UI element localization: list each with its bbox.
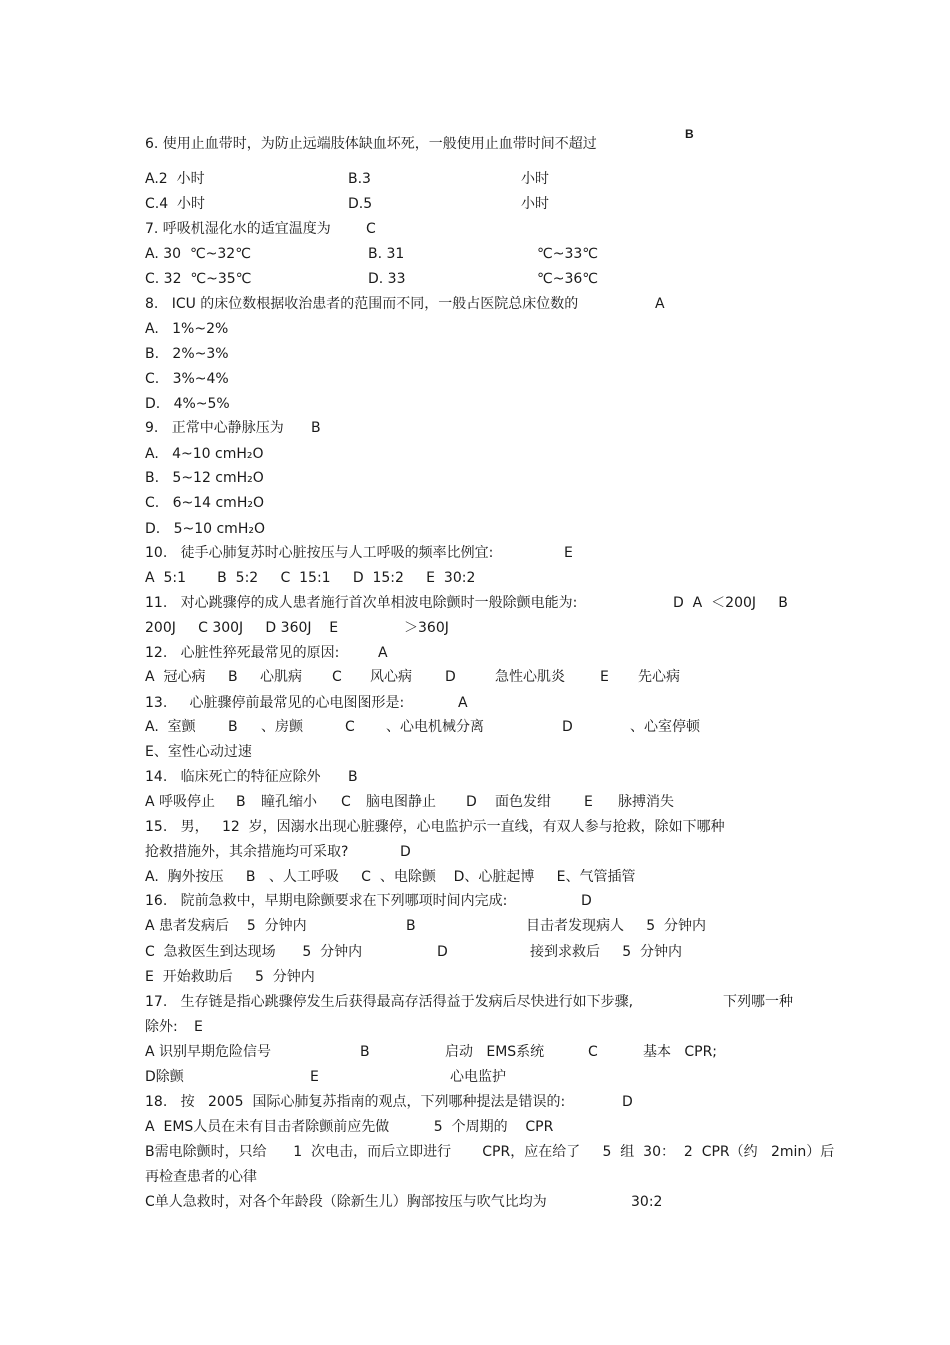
- q9-option-d: D. 5~10 cmH₂O: [145, 521, 265, 537]
- q6-option-d: D.5: [348, 196, 373, 212]
- q12-option-c-text: 风心病: [370, 669, 412, 685]
- q12-option-d-text: 急性心肌炎: [495, 669, 565, 685]
- q13-stem: 13. 心脏骤停前最常见的心电图图形是:: [145, 695, 405, 711]
- q13-option-a: A. 室颤: [145, 719, 196, 735]
- q12-option-d-letter: D: [445, 669, 456, 685]
- q18-option-c-ratio: 30:2: [631, 1194, 663, 1210]
- q8-option-d: D. 4%~5%: [145, 396, 230, 412]
- q12-answer: A: [378, 645, 388, 661]
- q9-answer: B: [311, 420, 321, 436]
- q12-option-e-letter: E: [600, 669, 609, 685]
- q17-option-b-letter: B: [360, 1044, 370, 1060]
- q14-option-e-letter: E: [584, 794, 593, 810]
- q14-option-d-letter: D: [466, 794, 477, 810]
- q13-option-c-letter: C: [345, 719, 355, 735]
- q17-answer: E: [194, 1019, 203, 1035]
- q11-options-right: D A ＜200J B: [673, 595, 788, 611]
- q8-option-a: A. 1%~2%: [145, 321, 229, 337]
- q18-option-b-line2: 再检查患者的心律: [145, 1169, 257, 1185]
- q6-option-a: A.2 小时: [145, 171, 205, 187]
- q13-option-c-text: 、心电机械分离: [386, 719, 484, 735]
- q13-option-d-text: 、心室停顿: [630, 719, 700, 735]
- q14-option-c-letter: C: [341, 794, 351, 810]
- q17-stem: 17. 生存链是指心跳骤停发生后获得最高存活得益于发病后尽快进行如下步骤,: [145, 994, 634, 1010]
- q17-option-b-text: 启动 EMS系统: [445, 1044, 545, 1060]
- q14-option-c-text: 脑电图静止: [366, 794, 436, 810]
- q13-option-e: E、室性心动过速: [145, 744, 252, 760]
- q12-option-c-letter: C: [332, 669, 342, 685]
- q16-option-b-letter: B: [406, 918, 416, 934]
- q16-option-d-text: 接到求救后 5 分钟内: [530, 944, 683, 960]
- q8-option-c: C. 3%~4%: [145, 371, 229, 387]
- q6-option-b-unit: 小时: [521, 171, 549, 187]
- q16-stem: 16. 院前急救中，早期电除颤要求在下列哪项时间内完成:: [145, 893, 508, 909]
- q14-answer: B: [348, 769, 358, 785]
- q7-option-b: B. 31: [368, 246, 405, 262]
- q13-option-b-text: 、房颤: [261, 719, 303, 735]
- q17-option-d: D除颤: [145, 1069, 184, 1085]
- q6-option-d-unit: 小时: [521, 196, 549, 212]
- q18-option-a: A EMS人员在未有目击者除颤前应先做 5 个周期的 CPR: [145, 1119, 554, 1135]
- q8-option-b: B. 2%~3%: [145, 346, 229, 362]
- q11-option-e: ＞360J: [404, 620, 449, 636]
- q8-answer: A: [655, 296, 665, 312]
- q18-option-c: C单人急救时，对各个年龄段（除新生儿）胸部按压与吹气比均为: [145, 1194, 547, 1210]
- q14-option-a: A 呼吸停止: [145, 794, 216, 810]
- q6-stem: 6. 使用止血带时，为防止远端肢体缺血坏死，一般使用止血带时间不超过: [145, 136, 597, 152]
- q7-option-b-range: ℃~33℃: [537, 246, 598, 262]
- q16-option-d-letter: D: [437, 944, 448, 960]
- q7-stem: 7. 呼吸机湿化水的适宜温度为: [145, 221, 331, 237]
- q7-option-a: A. 30 ℃~32℃: [145, 246, 251, 262]
- q17-option-a: A 识别早期危险信号: [145, 1044, 272, 1060]
- q12-stem: 12. 心脏性猝死最常见的原因:: [145, 645, 340, 661]
- q15-options: A. 胸外按压 B 、人工呼吸 C 、电除颤 D、心脏起博 E、气管插管: [145, 869, 636, 885]
- q17-option-c-letter: C: [588, 1044, 598, 1060]
- q8-stem: 8. ICU 的床位数根据收治患者的范围而不同，一般占医院总床位数的: [145, 296, 579, 312]
- q18-stem: 18. 按 2005 国际心肺复苏指南的观点，下列哪种提法是错误的:: [145, 1094, 566, 1110]
- q14-option-b-letter: B: [236, 794, 246, 810]
- q15-stem-line1: 15. 男， 12 岁，因溺水出现心脏骤停，心电监护示一直线，有双人参与抢救，除如下哪种: [145, 819, 725, 835]
- q17-option-c-text: 基本 CPR;: [643, 1044, 718, 1060]
- q10-options: A 5:1 B 5:2 C 15:1 D 15:2 E 30:2: [145, 570, 476, 586]
- q7-option-c: C. 32 ℃~35℃: [145, 271, 252, 287]
- q16-option-e: E 开始救助后 5 分钟内: [145, 969, 315, 985]
- q13-option-d-letter: D: [562, 719, 573, 735]
- q18-option-b-line1: B需电除颤时，只给 1 次电击，而后立即进行 CPR，应在给了 5 组 30： 2 CPR（约 2min）后: [145, 1144, 835, 1160]
- q14-option-d-text: 面色发绀: [495, 794, 551, 810]
- q11-options-left: 200J C 300J D 360J E: [145, 620, 339, 636]
- q17-stem-line2: 除外:: [145, 1019, 178, 1035]
- q12-option-b-text: 心肌病: [260, 669, 302, 685]
- q9-option-b: B. 5~12 cmH₂O: [145, 470, 264, 486]
- q6-answer: B: [685, 127, 694, 141]
- q17-option-e-text: 心电监护: [450, 1069, 506, 1085]
- q13-answer: A: [458, 695, 468, 711]
- q9-stem: 9. 正常中心静脉压为: [145, 420, 284, 436]
- q16-option-c: C 急救医生到达现场 5 分钟内: [145, 944, 363, 960]
- q12-option-e-text: 先心病: [638, 669, 680, 685]
- q10-answer: E: [564, 545, 573, 561]
- q17-stem-right: 下列哪一种: [723, 994, 793, 1010]
- q6-option-c: C.4 小时: [145, 196, 206, 212]
- q17-option-e-letter: E: [310, 1069, 319, 1085]
- q12-option-a: A 冠心病: [145, 669, 206, 685]
- q9-option-c: C. 6~14 cmH₂O: [145, 495, 264, 511]
- q15-stem-line2: 抢救措施外，其余措施均可采取?: [145, 844, 349, 860]
- q9-option-a: A. 4~10 cmH₂O: [145, 446, 264, 462]
- q13-option-b-letter: B: [228, 719, 238, 735]
- q7-option-d: D. 33: [368, 271, 406, 287]
- q14-option-e-text: 脉搏消失: [618, 794, 674, 810]
- q10-stem: 10. 徒手心肺复苏时心脏按压与人工呼吸的频率比例宜:: [145, 545, 494, 561]
- q11-stem: 11. 对心跳骤停的成人患者施行首次单相波电除颤时一般除颤电能为:: [145, 595, 578, 611]
- q18-answer: D: [622, 1094, 633, 1110]
- q6-option-b: B.3: [348, 171, 371, 187]
- q12-option-b-letter: B: [228, 669, 238, 685]
- q15-answer: D: [400, 844, 411, 860]
- q14-option-b-text: 瞳孔缩小: [261, 794, 317, 810]
- q7-option-d-range: ℃~36℃: [537, 271, 598, 287]
- q16-option-a: A 患者发病后 5 分钟内: [145, 918, 307, 934]
- q14-stem: 14. 临床死亡的特征应除外: [145, 769, 321, 785]
- q16-answer: D: [581, 893, 592, 909]
- q16-option-b-text: 目击者发现病人 5 分钟内: [526, 918, 707, 934]
- q7-answer: C: [366, 221, 376, 237]
